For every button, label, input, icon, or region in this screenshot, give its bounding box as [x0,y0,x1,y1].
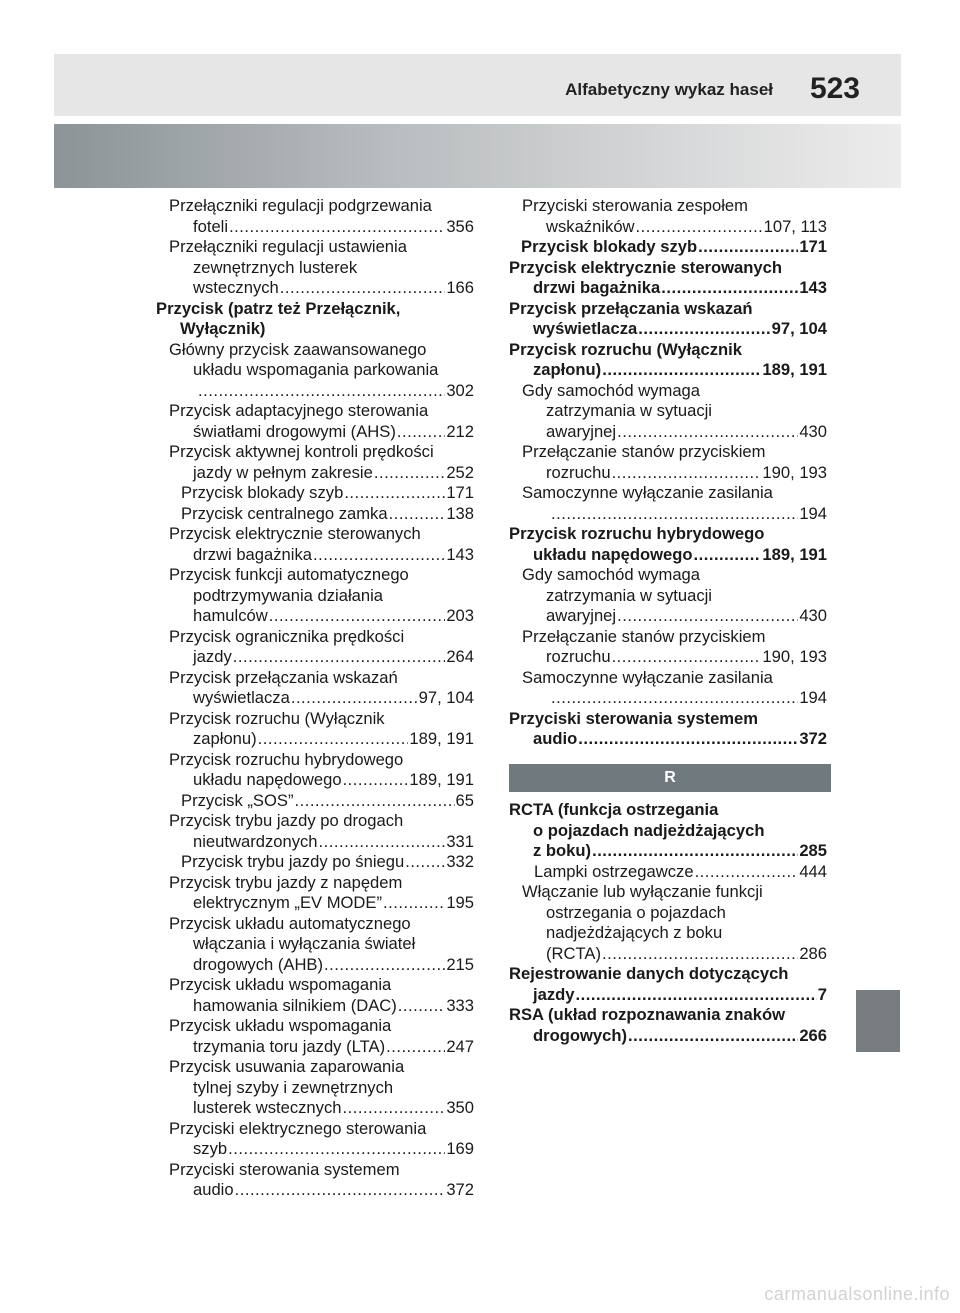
page-reference: 97, 104 [418,688,474,707]
page-reference: 189, 191 [762,544,827,564]
dot-leader [291,688,418,709]
chapter-tab [856,990,900,1052]
page-reference: 7 [817,984,827,1004]
entry-text-line: Przycisk układu wspomagania [169,1016,392,1035]
dot-leader [617,422,798,443]
index-entry-sub [156,975,474,1016]
entry-text-line: zatrzymania w sytuacji [546,401,712,420]
dot-leader [343,770,409,791]
index-entry-main [509,299,827,340]
entry-text-line: Przycisk rozruchu hybrydowego [509,524,765,543]
dot-leader [576,985,817,1006]
entry-text-line: Przycisk aktywnej kontroli prędkości [169,442,434,461]
entry-text-line: Przyciski elektrycznego sterowania [169,1118,427,1138]
index-entry-sub [156,852,474,873]
entry-text-line: wyświetlacza [533,319,638,338]
dot-leader [551,504,798,525]
entry-text-line: Przycisk rozruchu (Wyłącznik [509,339,743,359]
index-entry-sub [156,340,474,402]
entry-text-line: Przyciski sterowania systemem [509,708,759,728]
entry-text-line: jazdy [533,984,575,1004]
letter-heading: R [509,764,831,792]
dot-leader [344,483,445,504]
entry-text-line: światłami drogowymi (AHS) [193,421,396,441]
header-banner [54,124,901,188]
index-entry-sub [509,668,827,709]
entry-text-line: Przycisk trybu jazdy po śniegu [181,852,405,871]
entry-text-line: zapłonu) [533,360,602,379]
index-entry-sub [156,401,474,442]
index-entry-sub [509,381,827,443]
page-reference: 302 [446,380,474,400]
entry-text-line: Przycisk trybu jazdy z napędem [169,872,403,892]
entry-text-line: trzymania toru jazdy (LTA) [193,1036,386,1056]
dot-leader [578,729,798,750]
index-entry-sub [156,791,474,812]
entry-text-line: drzwi bagażnika [193,544,312,564]
page-reference: 430 [799,606,827,625]
page-reference: 356 [446,216,474,236]
dot-leader [612,463,762,484]
entry-text-line: RSA (układ rozpoznawania znaków [509,1005,785,1024]
dot-leader [269,606,446,627]
index-entry-main [509,964,827,1005]
dot-leader [324,955,445,976]
entry-text-line: Przycisk blokady szyb [181,483,344,502]
index-entry-main [509,340,827,381]
entry-text-line: Przełączniki regulacji podgrzewania [169,196,432,215]
page-reference: 138 [446,503,474,523]
page-reference: 332 [446,852,474,871]
entry-text-line: Przyciski sterowania systemem [169,1159,400,1179]
index-entry-sub [156,442,474,483]
page-reference: 171 [446,483,474,502]
entry-text-line: audio [533,729,578,748]
entry-text-line: Przycisk układu wspomagania [169,975,392,994]
dot-leader [592,841,798,862]
entry-text-line: wstecznych [193,278,279,297]
entry-text-line: Przełączanie stanów przyciskiem [522,442,766,461]
dot-leader [313,545,445,566]
entry-text-line: Przycisk (patrz też Przełącznik, [156,298,401,318]
dot-leader [661,278,798,299]
page-reference: 190, 193 [762,462,827,482]
page-reference: 247 [446,1036,474,1056]
dot-leader [695,862,799,883]
index-entry-main [156,299,474,340]
page-reference: 372 [446,1180,474,1199]
entry-text-line: Przycisk adaptacyjnego sterowania [169,401,429,420]
entry-text-line: tylnej szyby i zewnętrznych [193,1077,394,1097]
index-entry-main [509,258,827,299]
entry-text-line: wskaźników [546,216,635,236]
entry-text-line: Gdy samochód wymaga [522,380,701,400]
entry-text-line: Przycisk przełączania wskazań [509,298,753,318]
page-reference: 169 [446,1139,474,1158]
entry-text-line: Przycisk centralnego zamka [181,503,388,523]
entry-text-line: Przycisk układu automatycznego [169,913,411,933]
page-reference: 166 [446,278,474,297]
entry-text-line: Przycisk rozruchu hybrydowego [169,749,404,769]
page-reference: 372 [799,729,827,748]
entry-text-line: włączania i wyłączania świateł [193,934,416,953]
index-entry-sub [156,811,474,852]
entry-text-line: Włączanie lub wyłączanie funkcji [522,882,763,901]
page-reference: 189, 191 [409,729,474,748]
page-reference: 266 [799,1025,827,1045]
entry-text-line: układu napędowego [193,770,342,789]
dot-leader [198,381,445,402]
entry-text-line: jazdy w pełnym zakresie [193,462,373,482]
entry-text-line: jazdy [193,647,232,666]
index-entry-main [509,800,827,862]
entry-text-line: szyb [193,1139,228,1158]
dot-leader [386,1037,445,1058]
entry-text-line: układu napędowego [533,544,693,564]
index-entry-sub [156,524,474,565]
page-reference: 252 [446,462,474,482]
index-entry-main [509,237,827,258]
index-entry-sub [509,627,827,668]
page-reference: 107, 113 [763,216,827,236]
entry-text-line: RCTA (funkcja ostrzegania [509,800,719,819]
page-reference: 285 [799,841,827,860]
index-entry-sub [509,442,827,483]
dot-leader [612,647,762,668]
page-reference: 203 [446,606,474,625]
index-entry-sub [156,1057,474,1119]
entry-text-line: drogowych (AHB) [193,954,324,974]
entry-text-line: nieutwardzonych [193,831,318,851]
page-reference: 171 [799,237,827,256]
dot-leader [398,996,446,1017]
entry-text-line: awaryjnej [546,606,617,625]
entry-text-line: Przycisk ogranicznika prędkości [169,626,405,646]
page-reference: 194 [799,503,827,523]
index-entry-sub [156,565,474,627]
entry-text-line: Wyłącznik) [180,319,266,338]
dot-leader [636,217,763,238]
index-entry-main [509,1005,827,1046]
header-band [54,54,901,116]
entry-text-line: zapłonu) [193,729,257,748]
index-entry-sub [156,504,474,525]
index-entry-sub [509,565,827,627]
index-entry-sub [156,483,474,504]
dot-leader [602,944,798,965]
dot-leader [397,422,445,443]
entry-text-line: awaryjnej [546,421,617,441]
dot-leader [698,237,798,258]
entry-text-line: Główny przycisk zaawansowanego [169,339,427,359]
page-reference: 215 [446,954,474,974]
dot-leader [280,278,446,299]
page-reference: 430 [799,421,827,441]
page-reference: 65 [455,790,474,810]
dot-leader [551,688,798,709]
index-entry-sub [509,882,827,964]
index-entry-sub [156,709,474,750]
index-entry-sub [509,196,827,237]
dot-leader [602,360,761,381]
index-column-right-upper [509,196,827,750]
entry-text-line: Przycisk trybu jazdy po drogach [169,811,404,830]
entry-text-line: rozruchu [546,647,611,666]
index-entry-main [509,709,827,750]
dot-leader [233,647,446,668]
entry-text-line: lusterek wstecznych [193,1098,342,1117]
index-entry-sub [156,873,474,914]
dot-leader [628,1026,798,1047]
entry-text-line: wyświetlacza [193,688,290,707]
index-entry-sub [156,914,474,976]
entry-text-line: Przycisk blokady szyb [521,237,698,256]
entry-text-line: Przycisk elektrycznie sterowanych [509,257,783,277]
page-reference: 195 [446,893,474,912]
entry-text-line: (RCTA) [546,943,601,963]
index-column-left [156,196,474,1201]
page-reference: 286 [799,943,827,963]
entry-text-line: drogowych) [533,1025,628,1045]
entry-text-line: audio [193,1180,234,1199]
index-entry-sub [156,237,474,299]
entry-text-line: Przycisk elektrycznie sterowanych [169,524,421,543]
entry-text-line: Samoczynne wyłączanie zasilania [522,483,773,502]
page-reference: 143 [446,544,474,564]
index-entry-sub [156,1160,474,1201]
entry-text-line: zatrzymania w sytuacji [546,585,712,605]
page-reference: 143 [799,278,827,297]
page-reference: 350 [446,1098,474,1117]
entry-text-line: rozruchu [546,462,611,482]
page-reference: 264 [446,647,474,666]
page-reference: 194 [799,688,827,707]
index-column-right-lower [509,800,827,1046]
page-reference: 97, 104 [771,319,827,338]
entry-text-line: Przycisk funkcji automatycznego [169,565,409,584]
dot-leader [229,217,445,238]
index-entry-main [509,524,827,565]
entry-text-line: Przycisk rozruchu (Wyłącznik [169,708,385,728]
page-reference: 212 [446,421,474,441]
index-entry-sub [509,483,827,524]
entry-text-line: ostrzegania o pojazdach [546,902,726,922]
index-entry-sub [156,668,474,709]
entry-text-line: podtrzymywania działania [193,585,384,605]
index-entry-sub [156,1119,474,1160]
entry-text-line: nadjeżdżających z boku [546,923,723,942]
entry-text-line: drzwi bagażnika [533,278,661,297]
entry-text-line: o pojazdach nadjeżdżających [533,820,765,840]
dot-leader [228,1139,445,1160]
entry-text-line: Przycisk usuwania zaparowania [169,1057,405,1076]
entry-text-line: Gdy samochód wymaga [522,565,701,584]
entry-text-line: foteli [193,216,229,236]
entry-text-line: Przycisk przełączania wskazań [169,667,398,687]
dot-leader [258,729,409,750]
entry-text-line: zewnętrznych lusterek [193,257,358,277]
dot-leader [405,852,445,873]
entry-text-line: Przełączniki regulacji ustawienia [169,237,407,256]
dot-leader [319,832,446,853]
dot-leader [389,504,446,525]
page-reference: 189, 191 [762,360,827,379]
index-entry-sub [156,750,474,791]
dot-leader [235,1180,446,1201]
index-entry-sub [509,862,827,883]
page-reference: 189, 191 [409,770,474,789]
index-entry-sub [156,196,474,237]
dot-leader [342,1098,445,1119]
entry-text-line: Rejestrowanie danych dotyczących [509,964,789,983]
watermark: carmanualsonline.info [764,1284,950,1304]
entry-text-line: Przycisk „SOS” [181,790,294,810]
dot-leader [374,463,445,484]
entry-text-line: elektrycznym „EV MODE” [193,893,383,912]
entry-text-line: hamowania silnikiem (DAC) [193,995,397,1015]
page-reference: 331 [446,831,474,851]
dot-leader [294,791,454,812]
dot-leader [694,545,762,566]
entry-text-line: z boku) [533,841,592,860]
entry-text-line: Przełączanie stanów przyciskiem [522,626,766,646]
entry-text-line: Przyciski sterowania zespołem [522,196,748,215]
page-reference: 190, 193 [762,647,827,666]
entry-text-line: Lampki ostrzegawcze [534,861,694,881]
entry-text-line: hamulców [193,606,268,625]
page-number: 523 [809,72,860,105]
page-reference: 333 [446,995,474,1015]
dot-leader [638,319,770,340]
dot-leader [617,606,798,627]
entry-text-line: układu wspomagania parkowania [193,360,439,379]
index-entry-sub [156,627,474,668]
section-title: Alfabetyczny wykaz haseł [565,80,773,99]
index-entry-sub [156,1016,474,1057]
entry-text-line: Samoczynne wyłączanie zasilania [522,667,773,687]
dot-leader [383,893,445,914]
page-reference: 444 [799,861,827,881]
